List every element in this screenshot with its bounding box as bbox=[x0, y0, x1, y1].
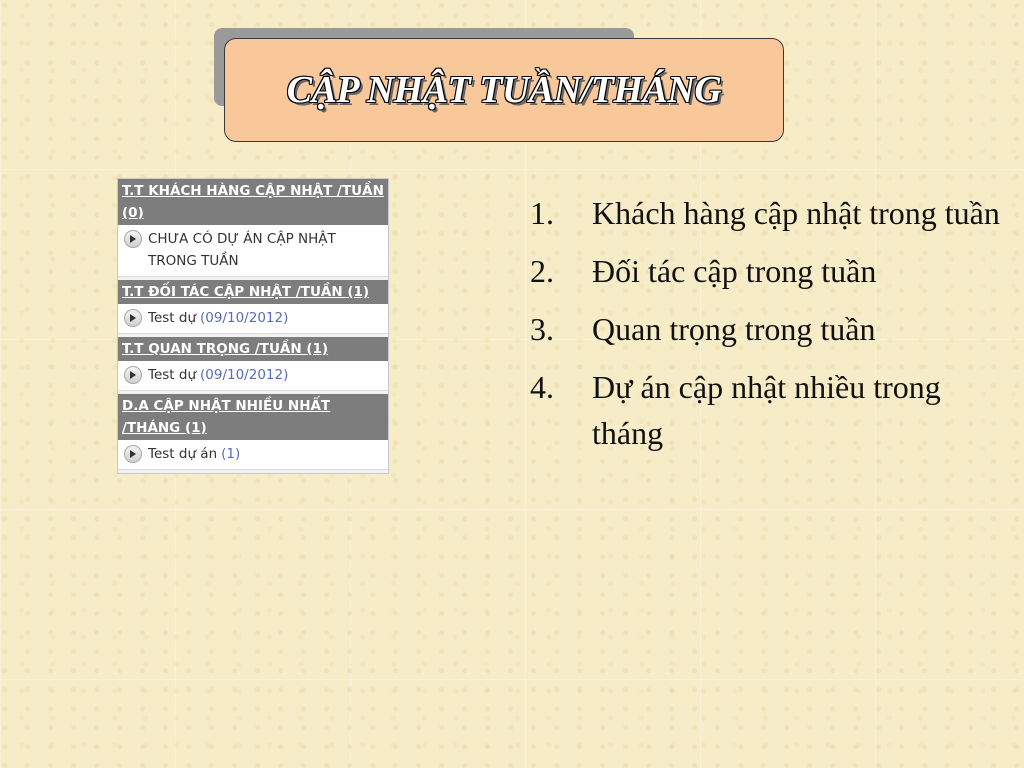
play-icon bbox=[124, 445, 142, 463]
panel-projects bbox=[118, 394, 388, 473]
list-item[interactable] bbox=[118, 225, 388, 277]
list-item bbox=[530, 364, 1010, 456]
panel-partners bbox=[118, 280, 388, 337]
list-number: 3. bbox=[530, 311, 554, 347]
item-text: Test dự bbox=[148, 310, 197, 326]
play-icon bbox=[124, 366, 142, 384]
list-number: 2. bbox=[530, 253, 554, 289]
numbered-list bbox=[530, 190, 1010, 468]
item-count: (1) bbox=[221, 446, 241, 462]
panel-customers bbox=[118, 179, 388, 280]
list-text: Khách hàng cập nhật trong tuần bbox=[592, 195, 1000, 231]
slide-title: CẬP NHẬT TUẦN/THÁNG bbox=[286, 69, 722, 111]
list-item bbox=[530, 248, 1010, 294]
list-text: Dự án cập nhật nhiều trong tháng bbox=[592, 369, 941, 451]
title-box bbox=[224, 38, 784, 142]
item-text: CHƯA CÓ DỰ ÁN CẬP NHẬT TRONG TUẦN bbox=[148, 231, 336, 269]
list-number: 4. bbox=[530, 369, 554, 405]
list-item[interactable] bbox=[118, 304, 388, 334]
list-text: Quan trọng trong tuần bbox=[592, 311, 876, 347]
panel-important bbox=[118, 337, 388, 394]
panel-header-customers[interactable]: T.T KHÁCH HÀNG CẬP NHẬT /TUẦN (0) bbox=[118, 179, 388, 225]
item-text: Test dự án bbox=[148, 446, 218, 462]
list-number: 1. bbox=[530, 195, 554, 231]
panel-header-projects[interactable]: D.A CẬP NHẬT NHIỀU NHẤT /THÁNG (1) bbox=[118, 394, 388, 440]
list-item[interactable] bbox=[118, 440, 388, 470]
item-date: (09/10/2012) bbox=[200, 310, 289, 326]
list-item[interactable] bbox=[118, 361, 388, 391]
item-date: (09/10/2012) bbox=[200, 367, 289, 383]
play-icon bbox=[124, 309, 142, 327]
panel-header-partners[interactable]: T.T ĐỐI TÁC CẬP NHẬT /TUẦN (1) bbox=[118, 280, 388, 304]
item-text: Test dự bbox=[148, 367, 197, 383]
list-text: Đối tác cập trong tuần bbox=[592, 253, 877, 289]
list-item bbox=[530, 306, 1010, 352]
play-icon bbox=[124, 230, 142, 248]
panel-header-important[interactable]: T.T QUAN TRỌNG /TUẦN (1) bbox=[118, 337, 388, 361]
list-item bbox=[530, 190, 1010, 236]
update-widget bbox=[117, 178, 389, 474]
